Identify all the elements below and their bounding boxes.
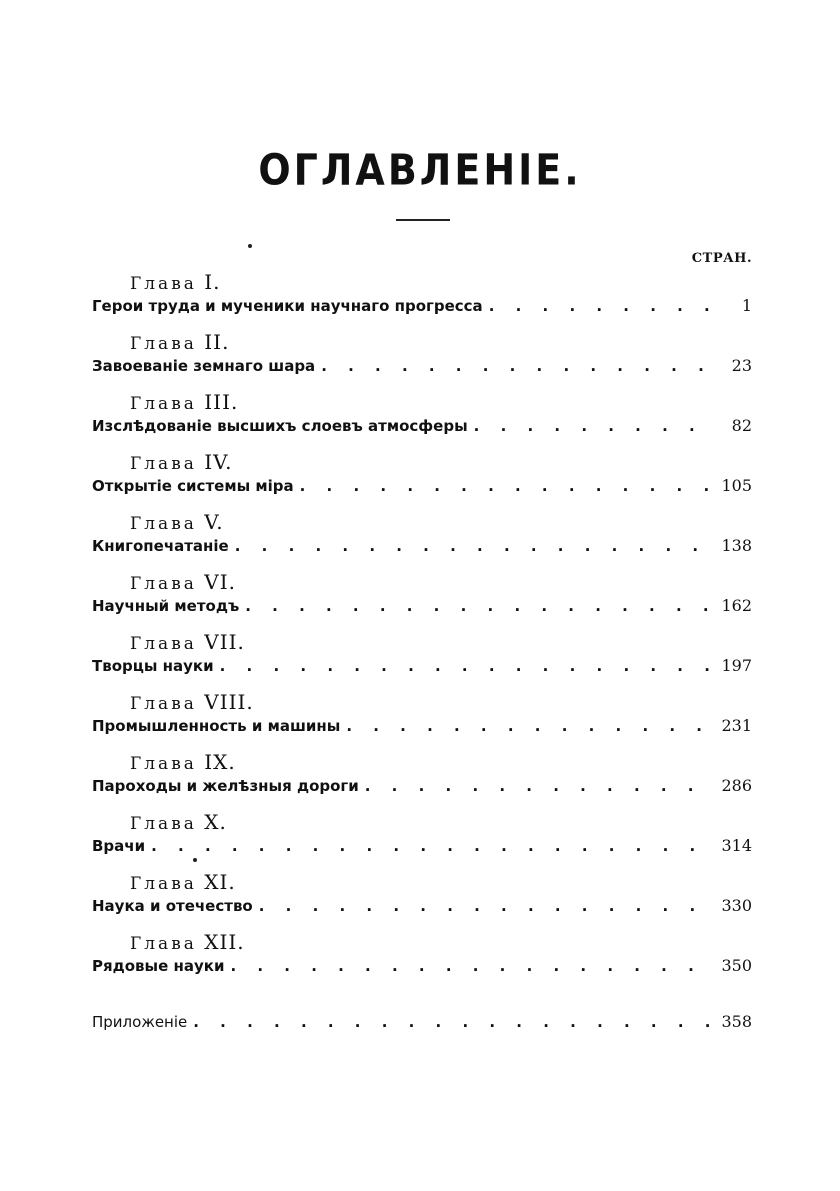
chapter-word: Глава: [130, 454, 197, 474]
chapter-numeral: II.: [204, 330, 230, 354]
dot-leader: [340, 717, 711, 735]
page-number: 23: [731, 356, 752, 375]
chapter-heading: [130, 690, 254, 714]
chapter-heading: [130, 630, 245, 654]
chapter-numeral: XII.: [204, 930, 245, 954]
toc-chapter: [92, 864, 752, 924]
toc-chapter: [92, 264, 752, 324]
toc-entry[interactable]: [92, 536, 752, 560]
entry-title: Герои труда и мученики научнаго прогресса: [92, 297, 483, 315]
page-number: 82: [731, 416, 752, 435]
toc-chapter: [92, 804, 752, 864]
toc-entry[interactable]: [92, 956, 752, 980]
toc-chapter: [92, 624, 752, 684]
entry-title: Приложеніе: [92, 1013, 188, 1031]
entry-title: Наука и отечество: [92, 897, 253, 915]
entry-title: Открытіе системы міра: [92, 477, 294, 495]
page-number: 330: [721, 896, 752, 915]
page-column-header: СТРАН.: [691, 251, 752, 266]
chapter-numeral: VI.: [204, 570, 236, 594]
toc-entry[interactable]: [92, 716, 752, 740]
toc-chapter: [92, 924, 752, 984]
dot-leader: [145, 837, 711, 855]
chapter-heading: [130, 390, 238, 414]
entry-title: Изслѣдованіе высшихъ слоевъ атмосферы: [92, 417, 468, 435]
chapter-heading: [130, 930, 245, 954]
chapter-numeral: V.: [204, 510, 224, 534]
page-number: 358: [721, 1012, 752, 1031]
chapter-numeral: VIII.: [204, 690, 254, 714]
chapter-heading: [130, 270, 221, 294]
dot-leader: [294, 477, 712, 495]
toc-entry[interactable]: [92, 296, 752, 320]
toc-appendix-entry[interactable]: [92, 1012, 752, 1036]
page-number: 138: [721, 536, 752, 555]
page-number: 1: [741, 296, 752, 315]
toc-entry[interactable]: [92, 356, 752, 380]
dot-leader: [483, 297, 712, 315]
toc-chapter: [92, 384, 752, 444]
toc-entry[interactable]: [92, 656, 752, 680]
dot-leader: [224, 957, 711, 975]
toc-entry[interactable]: [92, 476, 752, 500]
chapter-heading: [130, 570, 236, 594]
chapter-numeral: I.: [204, 270, 221, 294]
dot-leader: [468, 417, 712, 435]
dot-leader: [359, 777, 712, 795]
page-title: ОГЛАВЛЕНІЕ.: [258, 145, 582, 195]
chapter-numeral: III.: [204, 390, 239, 414]
entry-title: Завоеваніе земнаго шара: [92, 357, 316, 375]
dot-leader: [229, 537, 712, 555]
toc-chapter: [92, 744, 752, 804]
chapter-word: Глава: [130, 274, 197, 294]
chapter-numeral: VII.: [204, 630, 245, 654]
chapter-heading: [130, 870, 236, 894]
chapter-heading: [130, 450, 232, 474]
toc-chapter: [92, 444, 752, 504]
toc-entry[interactable]: [92, 596, 752, 620]
toc-entry[interactable]: [92, 896, 752, 920]
chapter-heading: [130, 810, 227, 834]
chapter-word: Глава: [130, 694, 197, 714]
toc-chapter: [92, 684, 752, 744]
entry-title: Научный методъ: [92, 597, 240, 615]
chapter-numeral: XI.: [204, 870, 236, 894]
entry-title: Творцы науки: [92, 657, 214, 675]
dot-leader: [214, 657, 712, 675]
toc-chapter: [92, 324, 752, 384]
entry-title: Книгопечатаніе: [92, 537, 229, 555]
toc-entry[interactable]: [92, 416, 752, 440]
entry-title: Промышленность и машины: [92, 717, 341, 735]
page-number: 350: [721, 956, 752, 975]
chapter-heading: [130, 510, 224, 534]
dot-leader: [315, 357, 712, 375]
dot-leader: [187, 1013, 711, 1031]
title-divider: [396, 219, 450, 221]
entry-title: Врачи: [92, 837, 146, 855]
chapter-word: Глава: [130, 334, 197, 354]
page-number: 231: [721, 716, 752, 735]
page-number: 314: [721, 836, 752, 855]
page-number: 162: [721, 596, 752, 615]
speck-mark: [248, 244, 252, 248]
chapter-word: Глава: [130, 934, 197, 954]
chapter-word: Глава: [130, 874, 197, 894]
chapter-word: Глава: [130, 634, 197, 654]
page-number: 286: [721, 776, 752, 795]
chapter-heading: [130, 750, 236, 774]
chapter-numeral: IX.: [204, 750, 236, 774]
dot-leader: [253, 897, 712, 915]
page-number: 197: [721, 656, 752, 675]
chapter-numeral: X.: [204, 810, 227, 834]
toc-entry[interactable]: [92, 776, 752, 800]
toc-chapter: [92, 564, 752, 624]
page-number: 105: [721, 476, 752, 495]
chapter-word: Глава: [130, 394, 197, 414]
chapter-word: Глава: [130, 574, 197, 594]
table-of-contents: [92, 264, 752, 984]
chapter-numeral: IV.: [204, 450, 233, 474]
dot-leader: [239, 597, 711, 615]
toc-entry[interactable]: [92, 836, 752, 860]
chapter-word: Глава: [130, 514, 197, 534]
entry-title: Пароходы и желѣзныя дороги: [92, 777, 359, 795]
toc-chapter: [92, 504, 752, 564]
entry-title: Рядовые науки: [92, 957, 225, 975]
chapter-word: Глава: [130, 754, 197, 774]
chapter-word: Глава: [130, 814, 197, 834]
chapter-heading: [130, 330, 229, 354]
